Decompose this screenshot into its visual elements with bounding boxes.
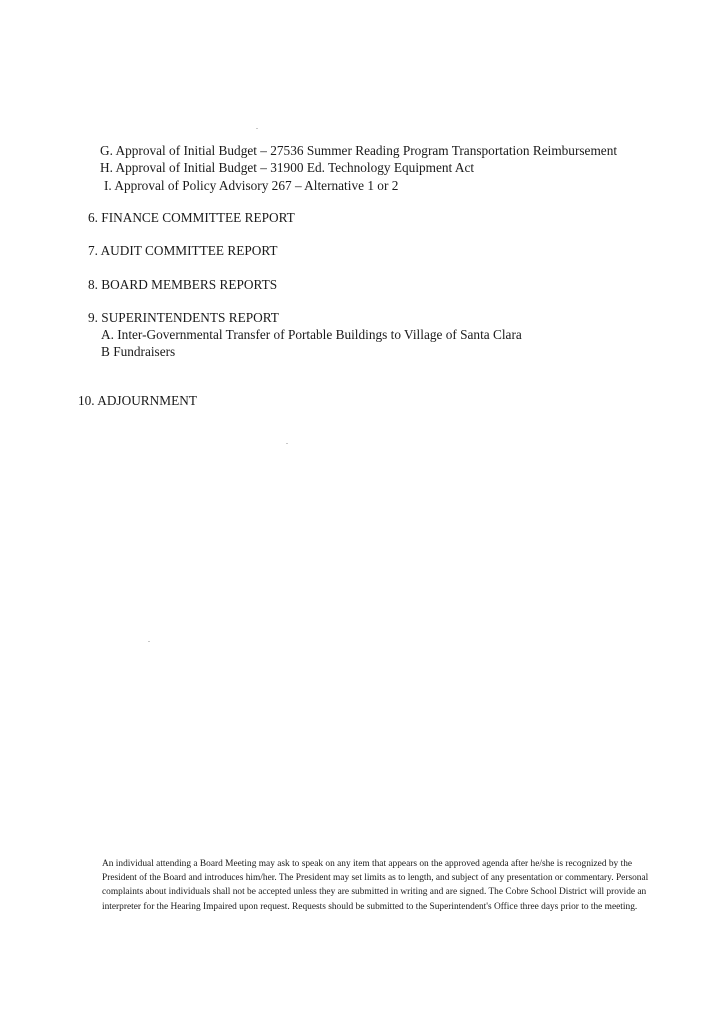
agenda-item-9b: B Fundraisers xyxy=(101,344,176,359)
section-superintendents-report: 9. SUPERINTENDENTS REPORT xyxy=(88,310,279,325)
section-audit-committee: 7. AUDIT COMMITTEE REPORT xyxy=(88,243,278,258)
meeting-notice xyxy=(102,857,662,914)
section-adjournment: 10. ADJOURNMENT xyxy=(78,393,197,408)
scan-speck xyxy=(286,443,288,444)
agenda-item-9a: A. Inter-Governmental Transfer of Portable Buildings to Village of Santa Clara xyxy=(101,327,522,342)
scan-speck xyxy=(256,128,258,129)
section-board-members: 8. BOARD MEMBERS REPORTS xyxy=(88,277,278,292)
section-finance-committee: 6. FINANCE COMMITTEE REPORT xyxy=(88,210,295,225)
agenda-item-g: G. Approval of Initial Budget – 27536 Summer Reading Program Transportation Reimbursement xyxy=(100,143,618,158)
scan-speck xyxy=(148,641,150,642)
agenda-item-h: H. Approval of Initial Budget – 31900 Ed. Technology Equipment Act xyxy=(100,160,475,175)
agenda-item-i: I. Approval of Policy Advisory 267 – Alternative 1 or 2 xyxy=(104,178,399,193)
notice-text: An individual attending a Board Meeting may ask to speak on any item that appears on the approved agenda after he/she is recognized by the President of the Board and introduces him/her. The President may set limits as to length, and subject of any presentation or commentary. Personal complaints about individuals shall not be accepted unless they are submitted in writing and are signed. The Cobre School District will provide an interpreter for the Hearing Impaired upon request. Requests should be submitted to the Superintendent's Office three days prior to the meeting. xyxy=(102,859,649,912)
